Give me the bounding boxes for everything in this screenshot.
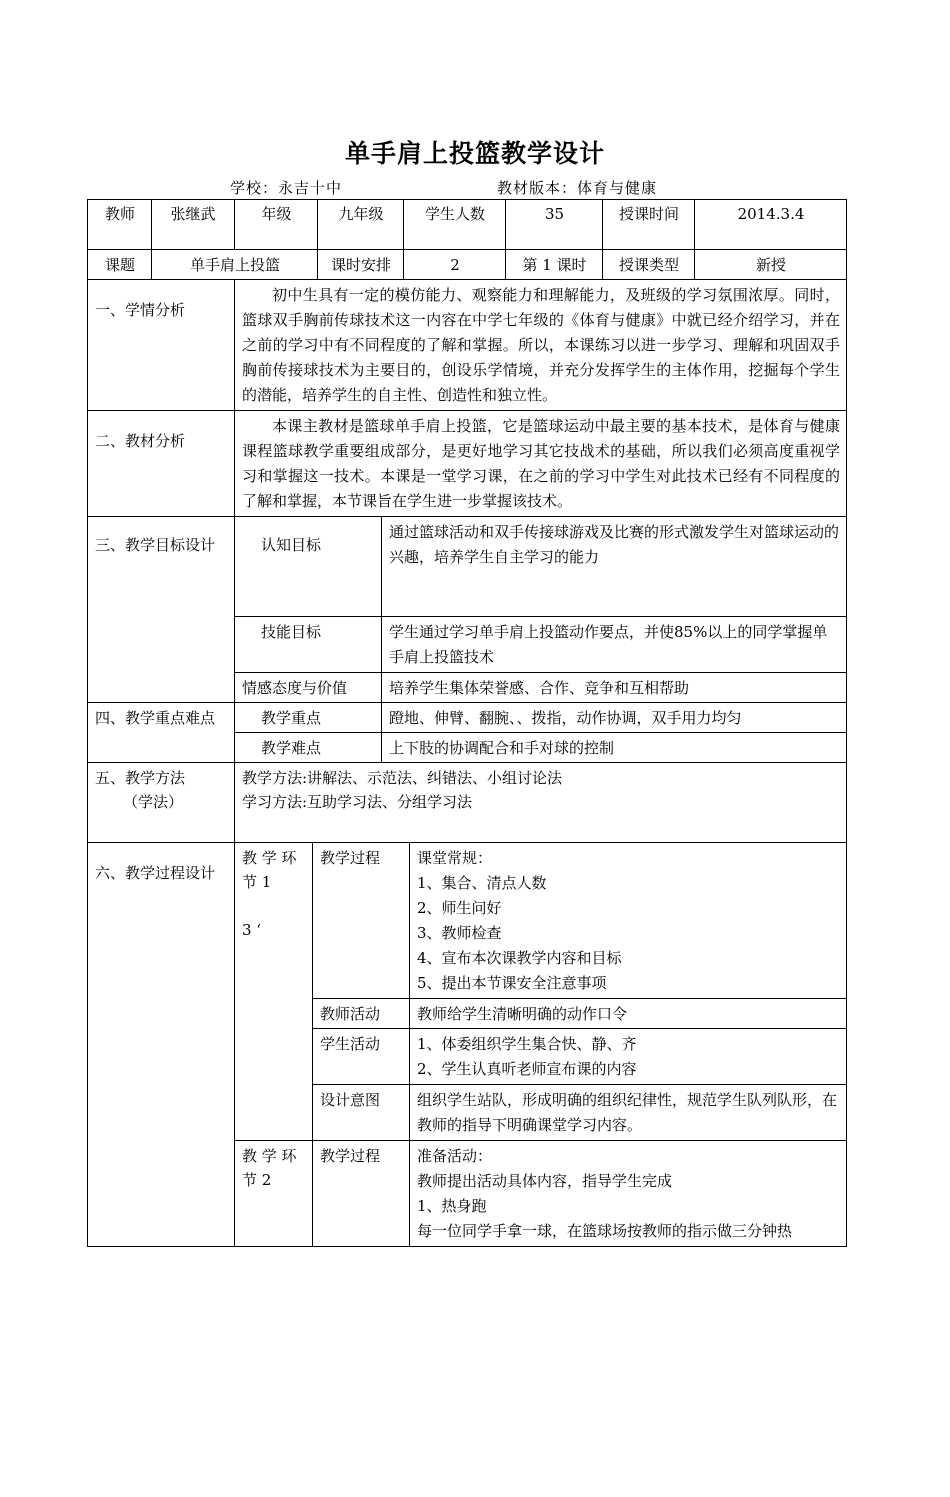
students-value: 35	[506, 200, 603, 250]
student-activity-items	[410, 1029, 847, 1085]
list-item: 课堂常规：	[417, 849, 493, 867]
goal-skill-text: 学生通过学习单手肩上投篮动作要点，并使85%以上的同学掌握单手肩上投篮技术	[382, 617, 847, 673]
goal-cognitive-text: 通过篮球活动和双手传接球游戏及比赛的形式激发学生对篮球运动的兴趣，培养学生自主学习的能力	[382, 517, 847, 617]
section-6-label: 六、教学过程设计	[88, 843, 235, 1247]
section-3-goal1-row	[88, 517, 847, 617]
section-5-methods	[235, 763, 847, 843]
section-2-row	[88, 411, 847, 517]
section-5-label-line1: 五、教学方法	[95, 769, 186, 787]
list-item: 2、学生认真听老师宣布课的内容	[417, 1060, 637, 1078]
difficulty-label: 教学难点	[235, 733, 382, 763]
stage-1-cell	[235, 843, 313, 1141]
stage-1-line1: 教 学 环	[242, 849, 297, 867]
teacher-activity-text: 教师给学生清晰明确的动作口令	[410, 999, 847, 1029]
section-4-label: 四、教学重点难点	[88, 703, 235, 763]
list-item: 准备活动：	[417, 1147, 493, 1165]
section-4-key-row	[88, 703, 847, 733]
goal-skill-label: 技能目标	[235, 617, 382, 673]
list-item: 1、集合、清点人数	[417, 874, 547, 892]
stage-2-line2: 节 2	[242, 1171, 272, 1189]
section-2-label: 二、教材分析	[88, 411, 235, 517]
stage-2-cell	[235, 1141, 313, 1247]
teacher-value: 张继武	[152, 200, 235, 250]
stage-1-process-label: 教学过程	[313, 843, 410, 999]
date-value: 2014.3.4	[695, 200, 847, 250]
sections-table	[87, 279, 847, 843]
list-item: 1、体委组织学生集合快、静、齐	[417, 1035, 637, 1053]
goal-cognitive-label: 认知目标	[235, 517, 382, 617]
school-label: 学校：永吉十中	[230, 179, 343, 197]
difficulty-text: 上下肢的协调配合和手对球的控制	[382, 733, 847, 763]
stage-1-line2: 节 1	[242, 873, 272, 891]
process-stage1-row	[88, 843, 847, 999]
header-row-1	[88, 200, 847, 250]
design-intent-text: 组织学生站队，形成明确的组织纪律性，规范学生队列队形，在教师的指导下明确课堂学习内容。	[410, 1085, 847, 1141]
section-3-label: 三、教学目标设计	[88, 517, 235, 703]
stage-2-line1: 教 学 环	[242, 1147, 297, 1165]
list-item: 3、教师检查	[417, 924, 502, 942]
date-label: 授课时间	[603, 200, 695, 250]
list-item: 4、宣布本次课教学内容和目标	[417, 949, 622, 967]
topic-value: 单手肩上投篮	[152, 250, 318, 280]
stage-1-process-items	[410, 843, 847, 999]
key-point-label: 教学重点	[235, 703, 382, 733]
edition-label: 教材版本：体育与健康	[497, 179, 658, 197]
section-2-text: 本课主教材是篮球单手肩上投篮，它是篮球运动中最主要的基本技术，是体育与健康课程篮球教学重要组成部分，是更好地学习其它技战术的基础，所以我们必须高度重视学习和掌握这一技术。本课是一堂学习课，在之前的学习中学生对此技术已经有不同程度的了解和掌握，本节课旨在学生进一步掌握该技术。	[235, 411, 847, 517]
type-label: 授课类型	[603, 250, 695, 280]
list-item: 1、热身跑	[417, 1197, 487, 1215]
period-value: 第 1 课时	[506, 250, 603, 280]
grade-value: 九年级	[318, 200, 404, 250]
goal-emotion-label: 情感态度与价值	[235, 673, 382, 703]
key-point-text: 蹬地、伸臂、翻腕、、拨指，动作协调，双手用力均匀	[382, 703, 847, 733]
section-5-label-line2: （学法）	[123, 793, 184, 811]
list-item: 教师提出活动具体内容，指导学生完成	[417, 1172, 673, 1190]
teacher-label: 教师	[88, 200, 152, 250]
section-1-row	[88, 280, 847, 411]
type-value: 新授	[695, 250, 847, 280]
stage-2-process-items	[410, 1141, 847, 1247]
hours-label: 课时安排	[318, 250, 404, 280]
stage-1-time: 3 ‘	[242, 921, 262, 939]
section-1-label: 一、学情分析	[88, 280, 235, 411]
student-activity-label: 学生活动	[313, 1029, 410, 1085]
process-table	[87, 842, 847, 1247]
section-1-text: 初中生具有一定的模仿能力、观察能力和理解能力，及班级的学习氛围浓厚。同时，篮球双手胸前传球技术这一内容在中学七年级的《体育与健康》中就已经介绍学习，并在之前的学习中有不同程度的了解和掌握。所以，本课练习以进一步学习、理解和巩固双手胸前传接球技术为主要目的，创设乐学情境，并充分发挥学生的主体作用，挖掘每个学生的潜能，培养学生的自主性、创造性和独立性。	[235, 280, 847, 411]
list-item: 5、提出本节课安全注意事项	[417, 974, 607, 992]
list-item: 2、师生问好	[417, 899, 502, 917]
learning-method: 学习方法:互助学习法、分组学习法	[242, 793, 473, 811]
list-item: 每一位同学手拿一球，在篮球场按教师的指示做三分钟热	[417, 1222, 793, 1240]
goal-emotion-text: 培养学生集体荣誉感、合作、竞争和互相帮助	[382, 673, 847, 703]
page-title: 单手肩上投篮教学设计	[344, 139, 605, 168]
section-5-label	[88, 763, 235, 843]
design-intent-label: 设计意图	[313, 1085, 410, 1141]
header-row-2	[88, 250, 847, 280]
section-5-row	[88, 763, 847, 843]
stage-2-process-label: 教学过程	[313, 1141, 410, 1247]
lesson-plan-table	[87, 199, 847, 280]
topic-label: 课题	[88, 250, 152, 280]
hours-value: 2	[404, 250, 506, 280]
students-label: 学生人数	[404, 200, 506, 250]
teaching-method: 教学方法:讲解法、示范法、纠错法、小组讨论法	[242, 769, 563, 787]
lesson-plan-container	[87, 199, 846, 1497]
teacher-activity-label: 教师活动	[313, 999, 410, 1029]
grade-label: 年级	[235, 200, 318, 250]
